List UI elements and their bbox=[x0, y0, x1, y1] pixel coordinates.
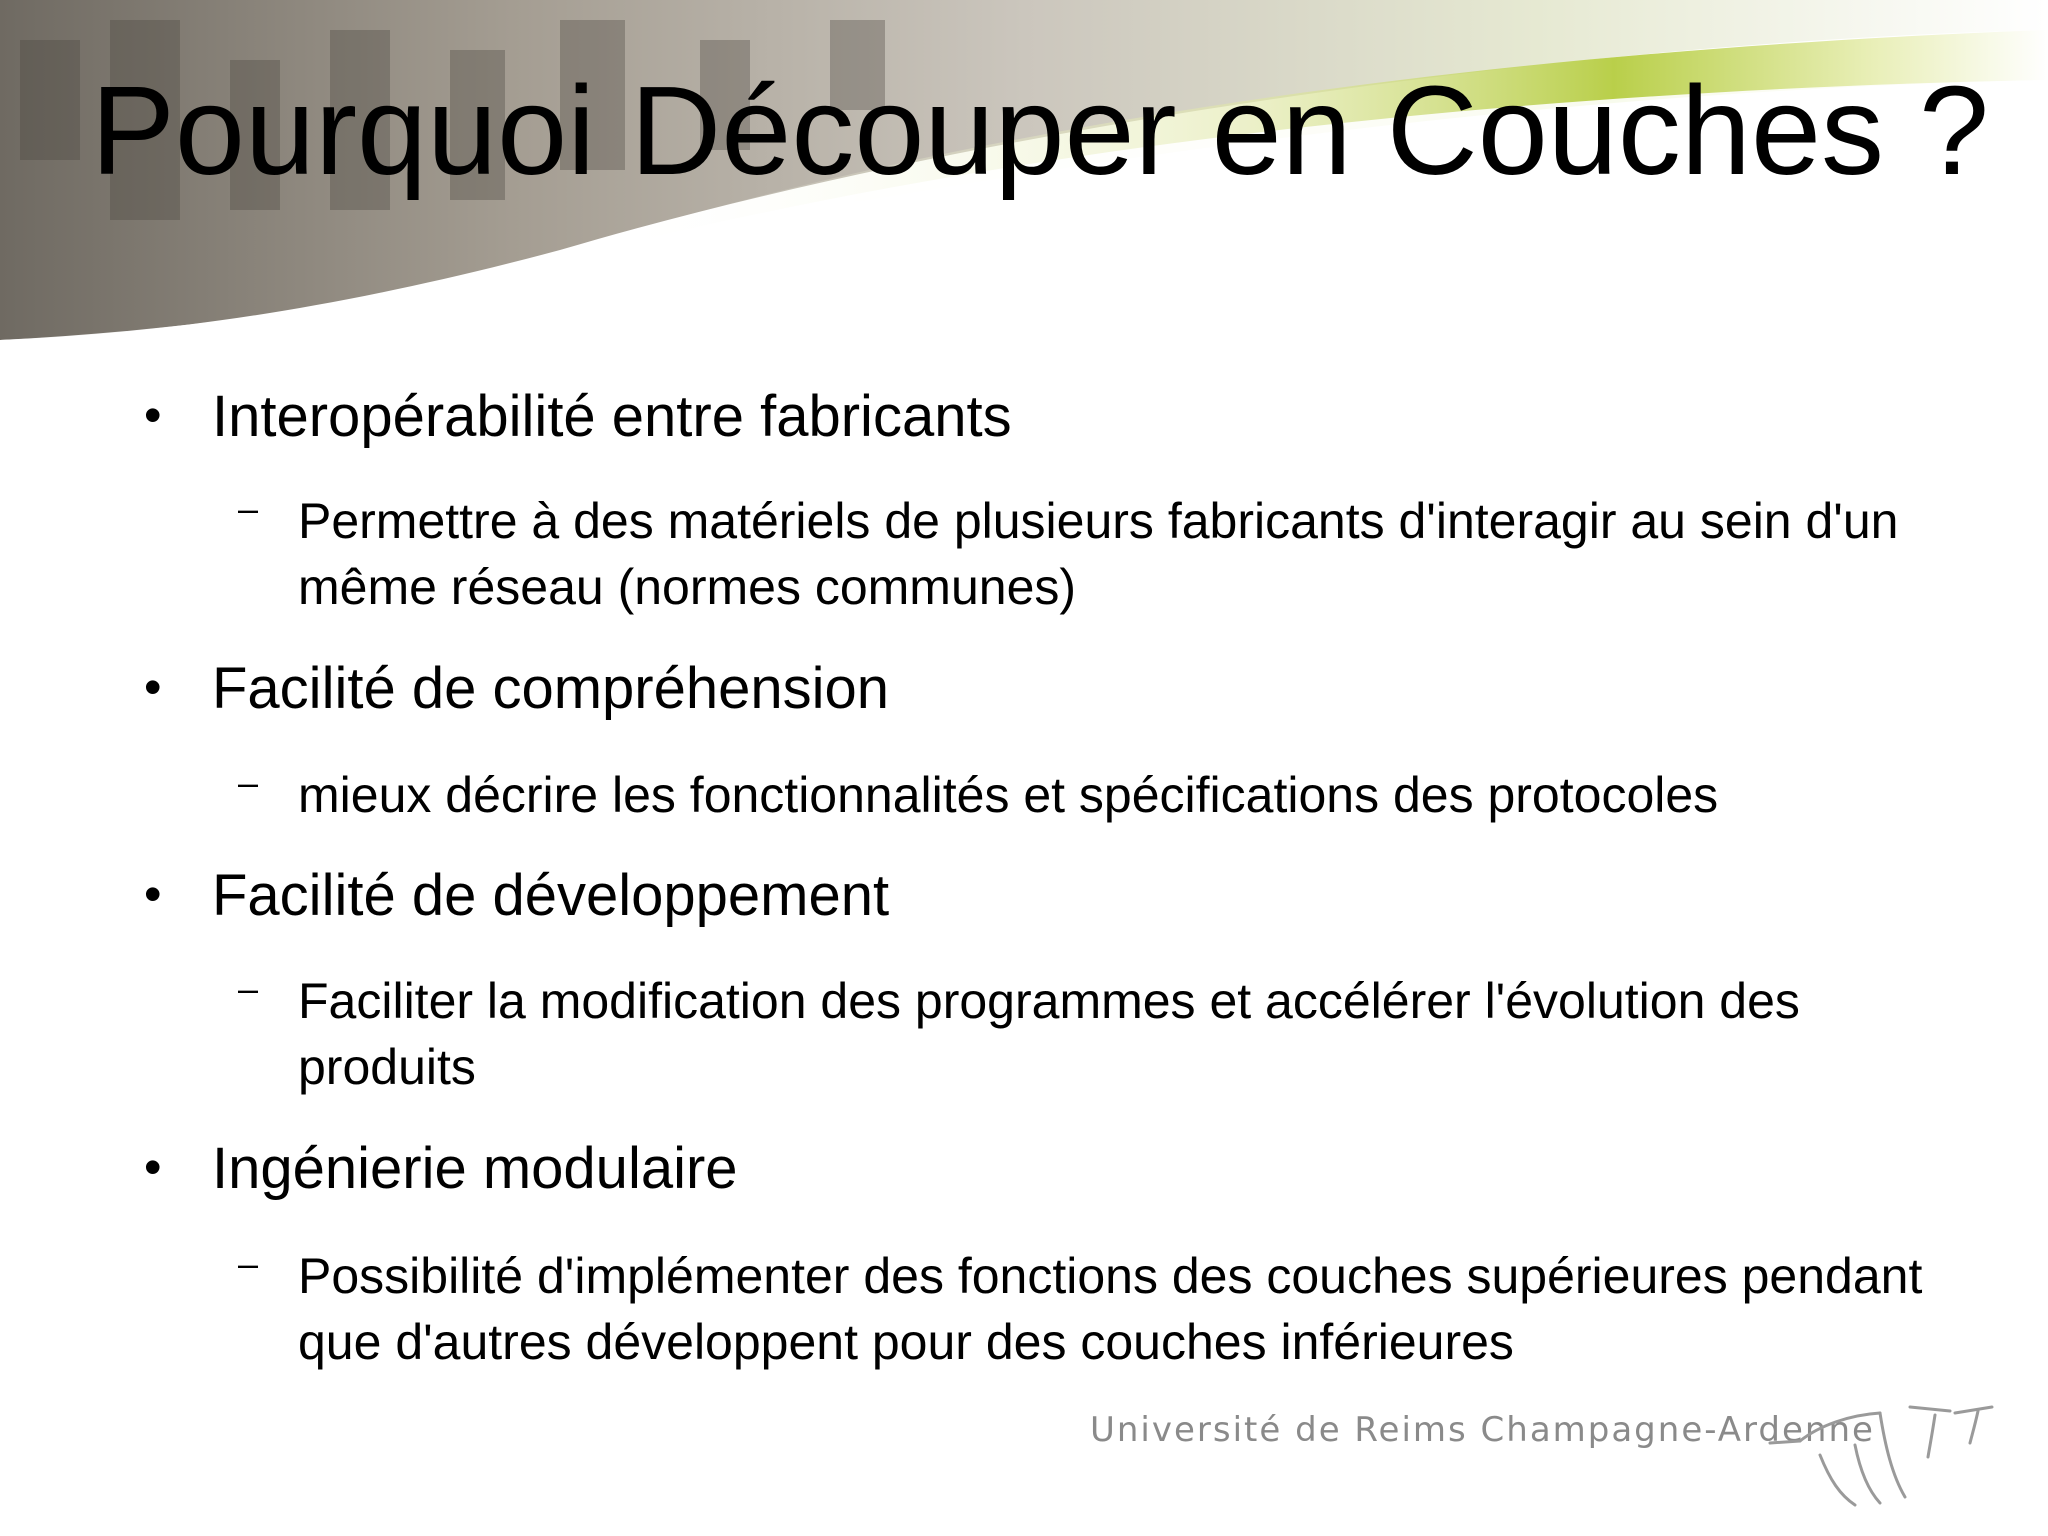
sub-bullet-text: Possibilité d'implémenter des fonctions des couches supérieures pendant que d'autres développent pour des couches inférieures bbox=[298, 1248, 1923, 1370]
sub-bullet-text: mieux décrire les fonctionnalités et spécifications des protocoles bbox=[298, 767, 1719, 823]
bullet-item bbox=[144, 383, 1932, 451]
dash-marker: – bbox=[238, 1243, 259, 1284]
sub-bullet-text: Faciliter la modification des programmes et accélérer l'évolution des produits bbox=[298, 973, 1800, 1095]
bullet-marker: • bbox=[144, 1139, 162, 1195]
dash-marker: – bbox=[238, 488, 259, 529]
bullet-text: Ingénierie modulaire bbox=[212, 1136, 738, 1201]
sub-bullet-item bbox=[238, 968, 1958, 1100]
dash-marker: – bbox=[238, 762, 259, 803]
university-logo-icon bbox=[1760, 1385, 2000, 1515]
bullet-text: Interopérabilité entre fabricants bbox=[212, 384, 1012, 449]
bullet-item bbox=[144, 1135, 1932, 1203]
sub-bullet-text: Permettre à des matériels de plusieurs fabricants d'interagir au sein d'un même réseau (normes communes) bbox=[298, 493, 1899, 615]
bullet-text: Facilité de compréhension bbox=[212, 656, 890, 721]
bullet-item bbox=[144, 655, 1932, 723]
sub-bullet-item bbox=[238, 488, 1958, 620]
bullet-marker: • bbox=[144, 659, 162, 715]
university-name: Université de Reims Champagne-Ardenne bbox=[1090, 1410, 1875, 1450]
slide-title: Pourquoi Découper en Couches ? bbox=[90, 60, 1990, 201]
sub-bullet-item bbox=[238, 762, 1958, 828]
sub-bullet-item bbox=[238, 1243, 1958, 1375]
bullet-marker: • bbox=[144, 866, 162, 922]
dash-marker: – bbox=[238, 968, 259, 1009]
bullet-text: Facilité de développement bbox=[212, 863, 890, 928]
bullet-item bbox=[144, 862, 1932, 930]
bullet-marker: • bbox=[144, 387, 162, 443]
